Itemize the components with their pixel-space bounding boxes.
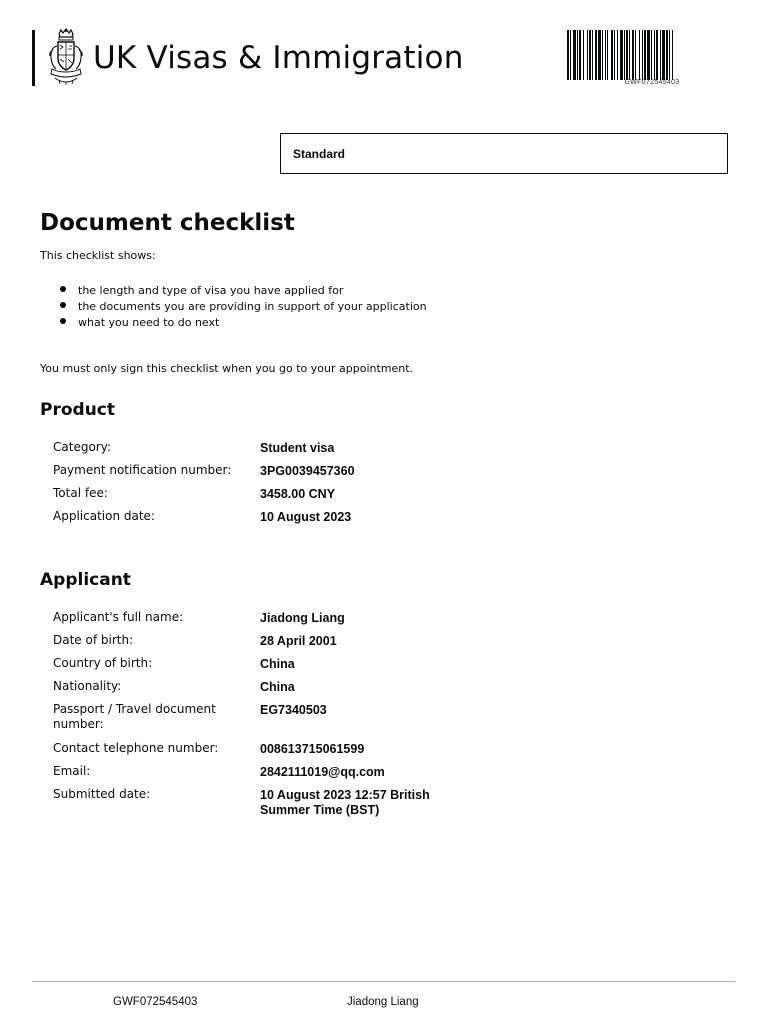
barcode-bar — [573, 30, 576, 80]
barcode-bar — [611, 30, 613, 80]
field-label: Nationality: — [53, 679, 122, 693]
list-item — [60, 284, 427, 300]
barcode-bar — [660, 30, 661, 80]
barcode-bar — [595, 30, 597, 80]
field-label: Date of birth: — [53, 633, 134, 647]
barcode-bar — [624, 30, 625, 80]
footer-reference: GWF072545403 — [113, 996, 198, 1008]
field-label: Applicant's full name: — [53, 610, 184, 624]
barcode-bar — [656, 30, 658, 80]
barcode-bar — [666, 30, 668, 80]
bullet-text: the length and type of visa you have applied for — [78, 284, 344, 297]
field-label: Application date: — [53, 509, 155, 523]
field-label: Passport / Travel document number: — [53, 702, 216, 731]
field-label: Submitted date: — [53, 787, 151, 801]
field-value: EG7340503 — [260, 703, 327, 717]
bullet-icon — [60, 302, 66, 308]
intro-text: This checklist shows: — [40, 249, 156, 262]
bullet-icon — [60, 286, 66, 292]
barcode-bar — [567, 30, 569, 80]
product-heading: Product — [40, 400, 115, 420]
footer-applicant-name: Jiadong Liang — [347, 996, 419, 1008]
applicant-heading: Applicant — [40, 570, 131, 590]
barcode-bar — [662, 30, 665, 80]
barcode-reference: GWF072545403 — [624, 79, 680, 86]
royal-coat-of-arms-icon — [47, 28, 85, 86]
barcode-bar — [579, 30, 581, 80]
barcode-bar — [617, 30, 618, 80]
bullet-text: the documents you are providing in support of your application — [78, 300, 427, 313]
service-level-label: Standard — [293, 147, 346, 161]
field-value: Student visa — [260, 441, 335, 455]
footer-divider — [32, 981, 735, 982]
barcode-bar — [639, 30, 640, 80]
brand-title: UK Visas & Immigration — [93, 40, 464, 76]
barcode-bar — [669, 30, 670, 80]
barcode-bar — [614, 30, 615, 80]
checklist-bullets — [60, 284, 427, 332]
barcode-bar — [592, 30, 593, 80]
barcode-bar — [583, 30, 584, 80]
barcode — [567, 30, 737, 80]
barcode-bar — [635, 30, 636, 80]
field-label: Category: — [53, 440, 111, 454]
field-value: 3PG0039457360 — [260, 464, 355, 478]
service-level-box — [280, 133, 728, 174]
field-label: Country of birth: — [53, 656, 153, 670]
list-item — [60, 316, 427, 332]
barcode-bar — [620, 30, 623, 80]
field-value: China — [260, 680, 295, 694]
barcode-bar — [629, 30, 630, 80]
sign-note: You must only sign this checklist when you go to your appointment. — [40, 362, 414, 375]
barcode-bar — [577, 30, 578, 80]
barcode-bar — [672, 30, 673, 80]
field-value: 28 April 2001 — [260, 634, 337, 648]
field-label: Contact telephone number: — [53, 741, 219, 755]
field-label: Email: — [53, 764, 91, 778]
field-value: 3458.00 CNY — [260, 487, 336, 501]
barcode-bar — [632, 30, 634, 80]
barcode-bar — [605, 30, 606, 80]
barcode-bar — [647, 30, 650, 80]
barcode-bar — [654, 30, 655, 80]
field-value: 10 August 2023 — [260, 510, 352, 524]
field-value: China — [260, 657, 295, 671]
field-value: Jiadong Liang — [260, 611, 345, 625]
barcode-bar — [607, 30, 608, 80]
barcode-bar — [587, 30, 588, 80]
field-label: Total fee: — [53, 486, 108, 500]
barcode-bar — [651, 30, 652, 80]
field-value: 10 August 2023 12:57 British Summer Time (BST) — [260, 788, 430, 817]
barcode-bar — [589, 30, 591, 80]
page-title: Document checklist — [40, 210, 295, 236]
barcode-bar — [570, 30, 571, 80]
barcode-bar — [602, 30, 603, 80]
barcode-bar — [644, 30, 646, 80]
field-value: 008613715061599 — [260, 742, 365, 756]
barcode-bar — [642, 30, 643, 80]
field-label: Payment notification number: — [53, 463, 232, 477]
header-divider — [32, 30, 35, 86]
barcode-bar — [598, 30, 601, 80]
field-value: 2842111019@qq.com — [260, 765, 385, 779]
bullet-text: what you need to do next — [78, 316, 220, 329]
barcode-bar — [626, 30, 628, 80]
bullet-icon — [60, 318, 66, 324]
list-item — [60, 300, 427, 316]
